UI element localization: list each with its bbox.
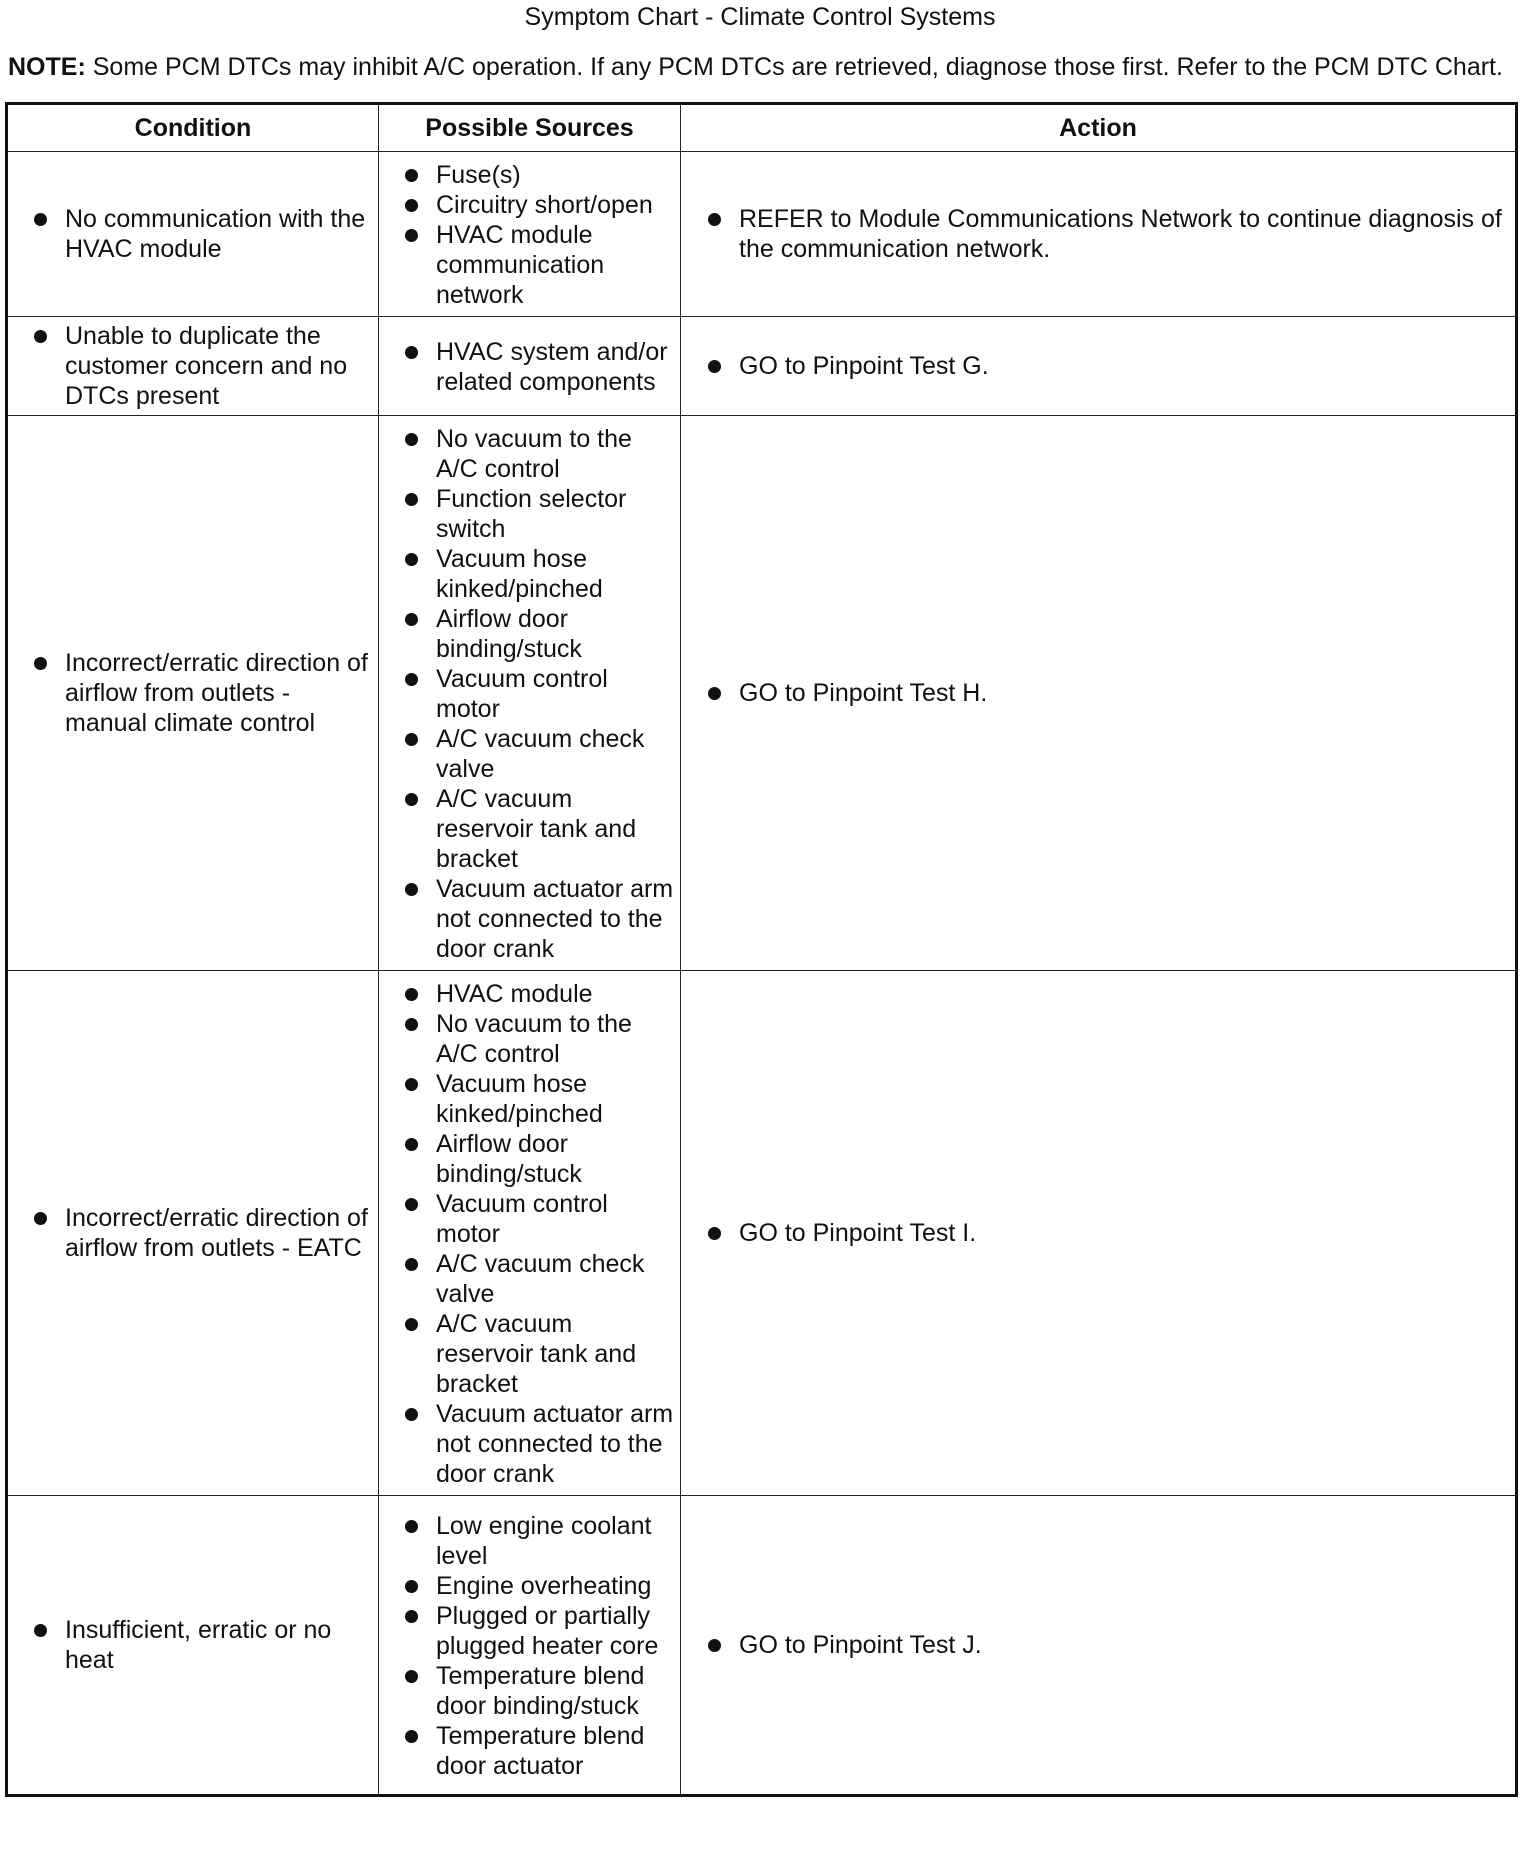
source-item: Vacuum actuator arm not connected to the door crank [379,1399,680,1489]
table-row [7,971,1517,1496]
source-item: HVAC module communication network [379,220,680,310]
condition-cell [7,971,379,1496]
source-item: HVAC module [379,979,680,1009]
action-text: REFER to Module Communications Network to continue diagnosis of the communication network. [681,204,1515,264]
action-cell [681,152,1517,317]
source-item: Vacuum control motor [379,1189,680,1249]
sources-cell [379,152,681,317]
source-item: Temperature blend door binding/stuck [379,1661,680,1721]
source-item: Vacuum actuator arm not connected to the door crank [379,874,680,964]
source-item: Engine overheating [379,1571,680,1601]
sources-cell [379,416,681,971]
sources-cell [379,1496,681,1796]
condition-text: Incorrect/erratic direction of airflow from outlets - manual climate control [8,648,378,738]
source-item: A/C vacuum check valve [379,724,680,784]
action-text: GO to Pinpoint Test J. [681,1630,1515,1660]
note-text: Some PCM DTCs may inhibit A/C operation. If any PCM DTCs are retrieved, diagnose those first. Refer to the PCM DTC Chart. [92,53,1503,81]
source-item: HVAC system and/or related components [379,337,680,397]
sources-cell [379,971,681,1496]
table-row [7,1496,1517,1796]
condition-cell [7,416,379,971]
action-text: GO to Pinpoint Test I. [681,1218,1515,1248]
source-item: A/C vacuum check valve [379,1249,680,1309]
action-text: GO to Pinpoint Test G. [681,351,1515,381]
table-row [7,152,1517,317]
source-item: Circuitry short/open [379,190,680,220]
action-text: GO to Pinpoint Test H. [681,678,1515,708]
condition-text: No communication with the HVAC module [8,204,378,264]
source-item: Low engine coolant level [379,1511,680,1571]
note-label: NOTE: [8,53,86,81]
table-row [7,317,1517,416]
source-item: A/C vacuum reservoir tank and bracket [379,784,680,874]
condition-text: Unable to duplicate the customer concern and no DTCs present [8,321,378,411]
source-item: No vacuum to the A/C control [379,1009,680,1069]
sources-cell [379,317,681,416]
header-action: Action [681,104,1517,152]
source-item: Function selector switch [379,484,680,544]
header-condition: Condition [7,104,379,152]
condition-text: Insufficient, erratic or no heat [8,1615,378,1675]
source-item: Airflow door binding/stuck [379,1129,680,1189]
action-cell [681,317,1517,416]
source-item: Vacuum control motor [379,664,680,724]
action-cell [681,416,1517,971]
condition-cell [7,317,379,416]
header-possible-sources: Possible Sources [379,104,681,152]
source-item: Airflow door binding/stuck [379,604,680,664]
symptom-chart-table [5,102,1518,1797]
action-cell [681,971,1517,1496]
source-item: A/C vacuum reservoir tank and bracket [379,1309,680,1399]
action-cell [681,1496,1517,1796]
source-item: Vacuum hose kinked/pinched [379,544,680,604]
source-item: Vacuum hose kinked/pinched [379,1069,680,1129]
note [8,52,1518,82]
condition-cell [7,152,379,317]
page-title: Symptom Chart - Climate Control Systems [524,3,996,31]
source-item: Plugged or partially plugged heater core [379,1601,680,1661]
table-header-row [7,104,1517,152]
table-row [7,416,1517,971]
source-item: Fuse(s) [379,160,680,190]
source-item: No vacuum to the A/C control [379,424,680,484]
condition-text: Incorrect/erratic direction of airflow from outlets - EATC [8,1203,378,1263]
condition-cell [7,1496,379,1796]
source-item: Temperature blend door actuator [379,1721,680,1781]
